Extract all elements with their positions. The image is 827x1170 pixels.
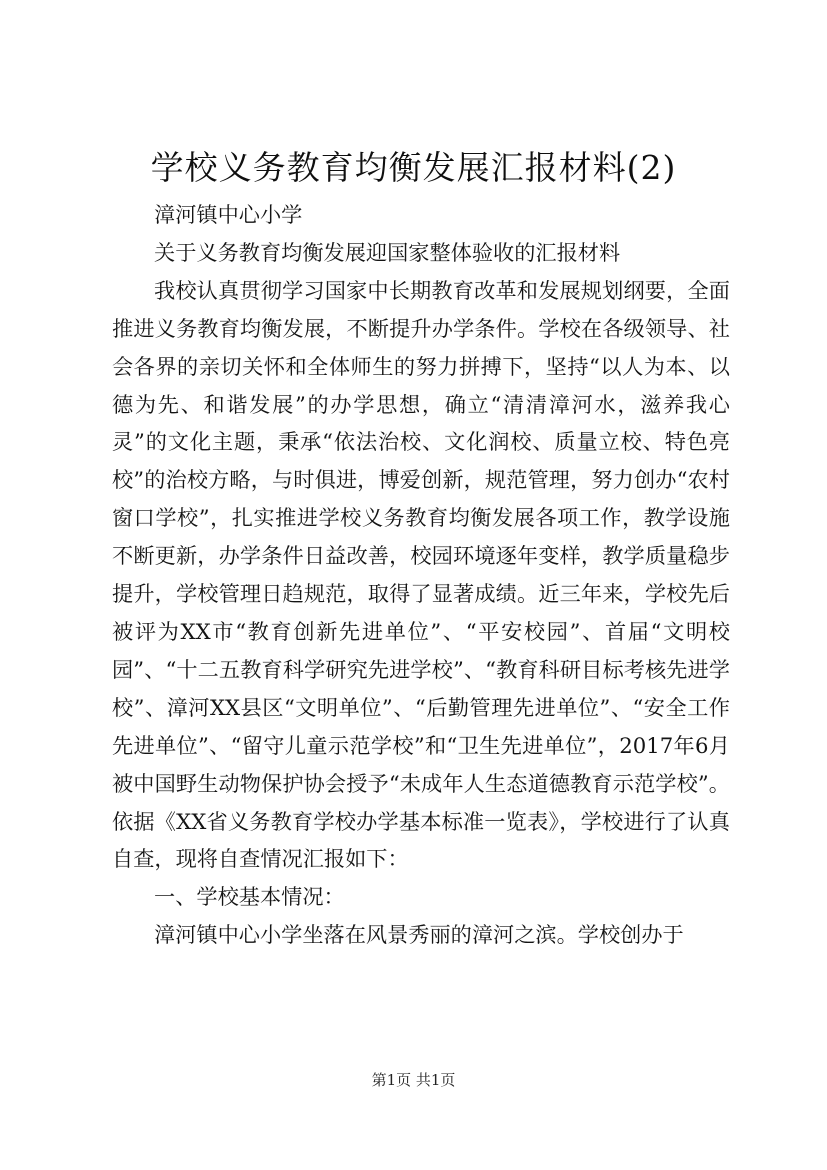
section-heading: 一、学校基本情况：: [154, 884, 345, 910]
main-paragraph: 我校认真贯彻学习国家中长期教育改革和发展规划纲要，全面推进义务教育均衡发展，不断提升办学条件。学校在各级领导、社会各界的亲切关怀和全体师生的努力拼搏下，坚持“以人为本、以德为先、和谐发展”的办学思想，确立“清清漳河水，滋养我心灵”的文化主题，秉承“依法治校、文化润校、质量立校、特色亮校”的治校方略，与时俱进，博爱创新，规范管理，努力创办“农村窗口学校”，扎实推进学校义务教育均衡发展各项工作，教学设施不断更新，办学条件日益改善，校园环境逐年变样，教学质量稳步提升，学校管理日趋规范，取得了显著成绩。近三年来，学校先后被评为XX市“教育创新先进单位”、“平安校园”、首届“文明校园”、“十二五教育科学研究先进学校”、“教育科研目标考核先进学校”、漳河XX县区“文明单位”、“后勤管理先进单位”、“安全工作先进单位”、“留守儿童示范学校”和“卫生先进单位”，2017年6月被中国野生动物保护协会授予“未成年人生态道德教育示范学校”。依据《XX省义务教育学校办学基本标准一览表》，学校进行了认真自查，现将自查情况汇报如下：: [112, 277, 730, 872]
page-footer: 第1页 共1页: [371, 1071, 456, 1089]
school-name-paragraph: 漳河镇中心小学: [154, 202, 303, 227]
document-body: [112, 196, 730, 954]
report-subtitle-paragraph: 关于义务教育均衡发展迎国家整体验收的汇报材料: [154, 239, 621, 265]
section-paragraph: 漳河镇中心小学坐落在风景秀丽的漳河之滨。学校创办于: [154, 922, 684, 948]
document-title: 学校义务教育均衡发展汇报材料(2): [150, 148, 677, 187]
